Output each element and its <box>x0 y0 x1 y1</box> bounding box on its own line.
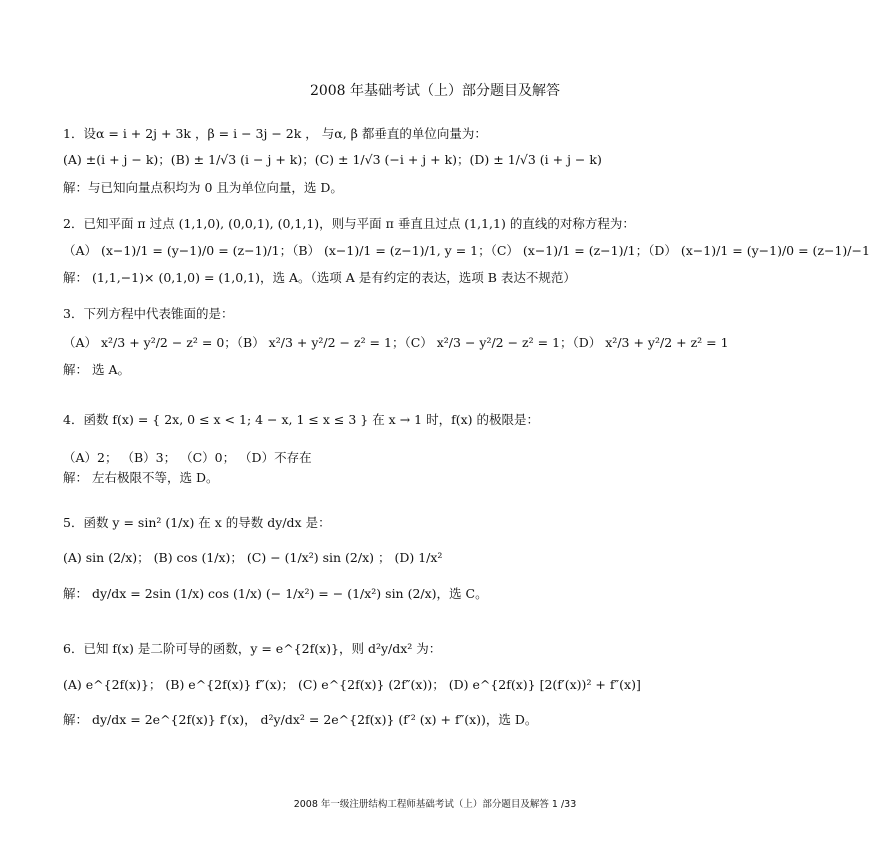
q2-answer: 解： (1,1,−1)× (0,1,0) = (1,0,1)，选 A。（选项 A 是有约定的表达，选项 B 表达不规范） <box>63 270 576 285</box>
q3-answer: 解： 选 A。 <box>63 362 130 377</box>
page-footer: 2008 年一级注册结构工程师基础考试（上）部分题目及解答 1 /33 <box>293 799 577 810</box>
q2-stem: 2．已知平面 π 过点 (1,1,0), (0,0,1), (0,1,1)，则与平面 π 垂直且过点 (1,1,1) 的直线的对称方程为： <box>63 216 635 231</box>
q1-options: (A) ±(i + j − k)；(B) ± 1/√3 (i − j + k)；(C) ± 1/√3 (−i + j + k)；(D) ± 1/√3 (i + j − k) <box>63 152 602 167</box>
q4-answer: 解： 左右极限不等，选 D。 <box>63 470 219 485</box>
q4-options: （A）2； （B）3； （C）0； （D）不存在 <box>63 450 312 465</box>
q1-stem: 1．设α = i + 2j + 3k ，β = i − 3j − 2k ， 与α, β 都垂直的单位向量为： <box>63 126 487 141</box>
q6-options: (A) e^{2f(x)}； (B) e^{2f(x)} f″(x)； (C) e^{2f(x)} (2f″(x))； (D) e^{2f(x)} [2(f′(x))² + f″(x)] <box>63 677 641 692</box>
q5-stem: 5．函数 y = sin² (1/x) 在 x 的导数 dy/dx 是： <box>63 515 331 530</box>
q3-stem: 3．下列方程中代表锥面的是： <box>63 306 234 321</box>
q2-options: （A） (x−1)/1 = (y−1)/0 = (z−1)/1；（B） (x−1)/1 = (z−1)/1, y = 1；（C） (x−1)/1 = (z−1)/1；（D） (x−1)/1 = (y−1)/0 = (z−1)/−1 <box>63 243 870 258</box>
q1-answer: 解：与已知向量点积均为 0 且为单位向量，选 D。 <box>63 180 343 195</box>
q5-options: (A) sin (2/x)； (B) cos (1/x)； (C) − (1/x²) sin (2/x) ； (D) 1/x² <box>63 550 443 565</box>
page-title: 2008 年基础考试（上）部分题目及解答 <box>309 83 561 99</box>
q4-stem: 4．函数 f(x) = { 2x, 0 ≤ x < 1; 4 − x, 1 ≤ x ≤ 3 } 在 x → 1 时，f(x) 的极限是： <box>63 412 539 427</box>
q5-answer: 解： dy/dx = 2sin (1/x) cos (1/x) (− 1/x²) = − (1/x²) sin (2/x)，选 C。 <box>63 586 488 601</box>
q3-options: （A） x²/3 + y²/2 − z² = 0；（B） x²/3 + y²/2 − z² = 1；（C） x²/3 − y²/2 − z² = 1；（D） x²/3 + y²/2 + z² = 1 <box>63 335 729 350</box>
q6-stem: 6．已知 f(x) 是二阶可导的函数，y = e^{2f(x)}，则 d²y/dx² 为： <box>63 641 442 656</box>
q6-answer: 解： dy/dx = 2e^{2f(x)} f′(x)， d²y/dx² = 2e^{2f(x)} (f′² (x) + f″(x))，选 D。 <box>63 712 538 727</box>
